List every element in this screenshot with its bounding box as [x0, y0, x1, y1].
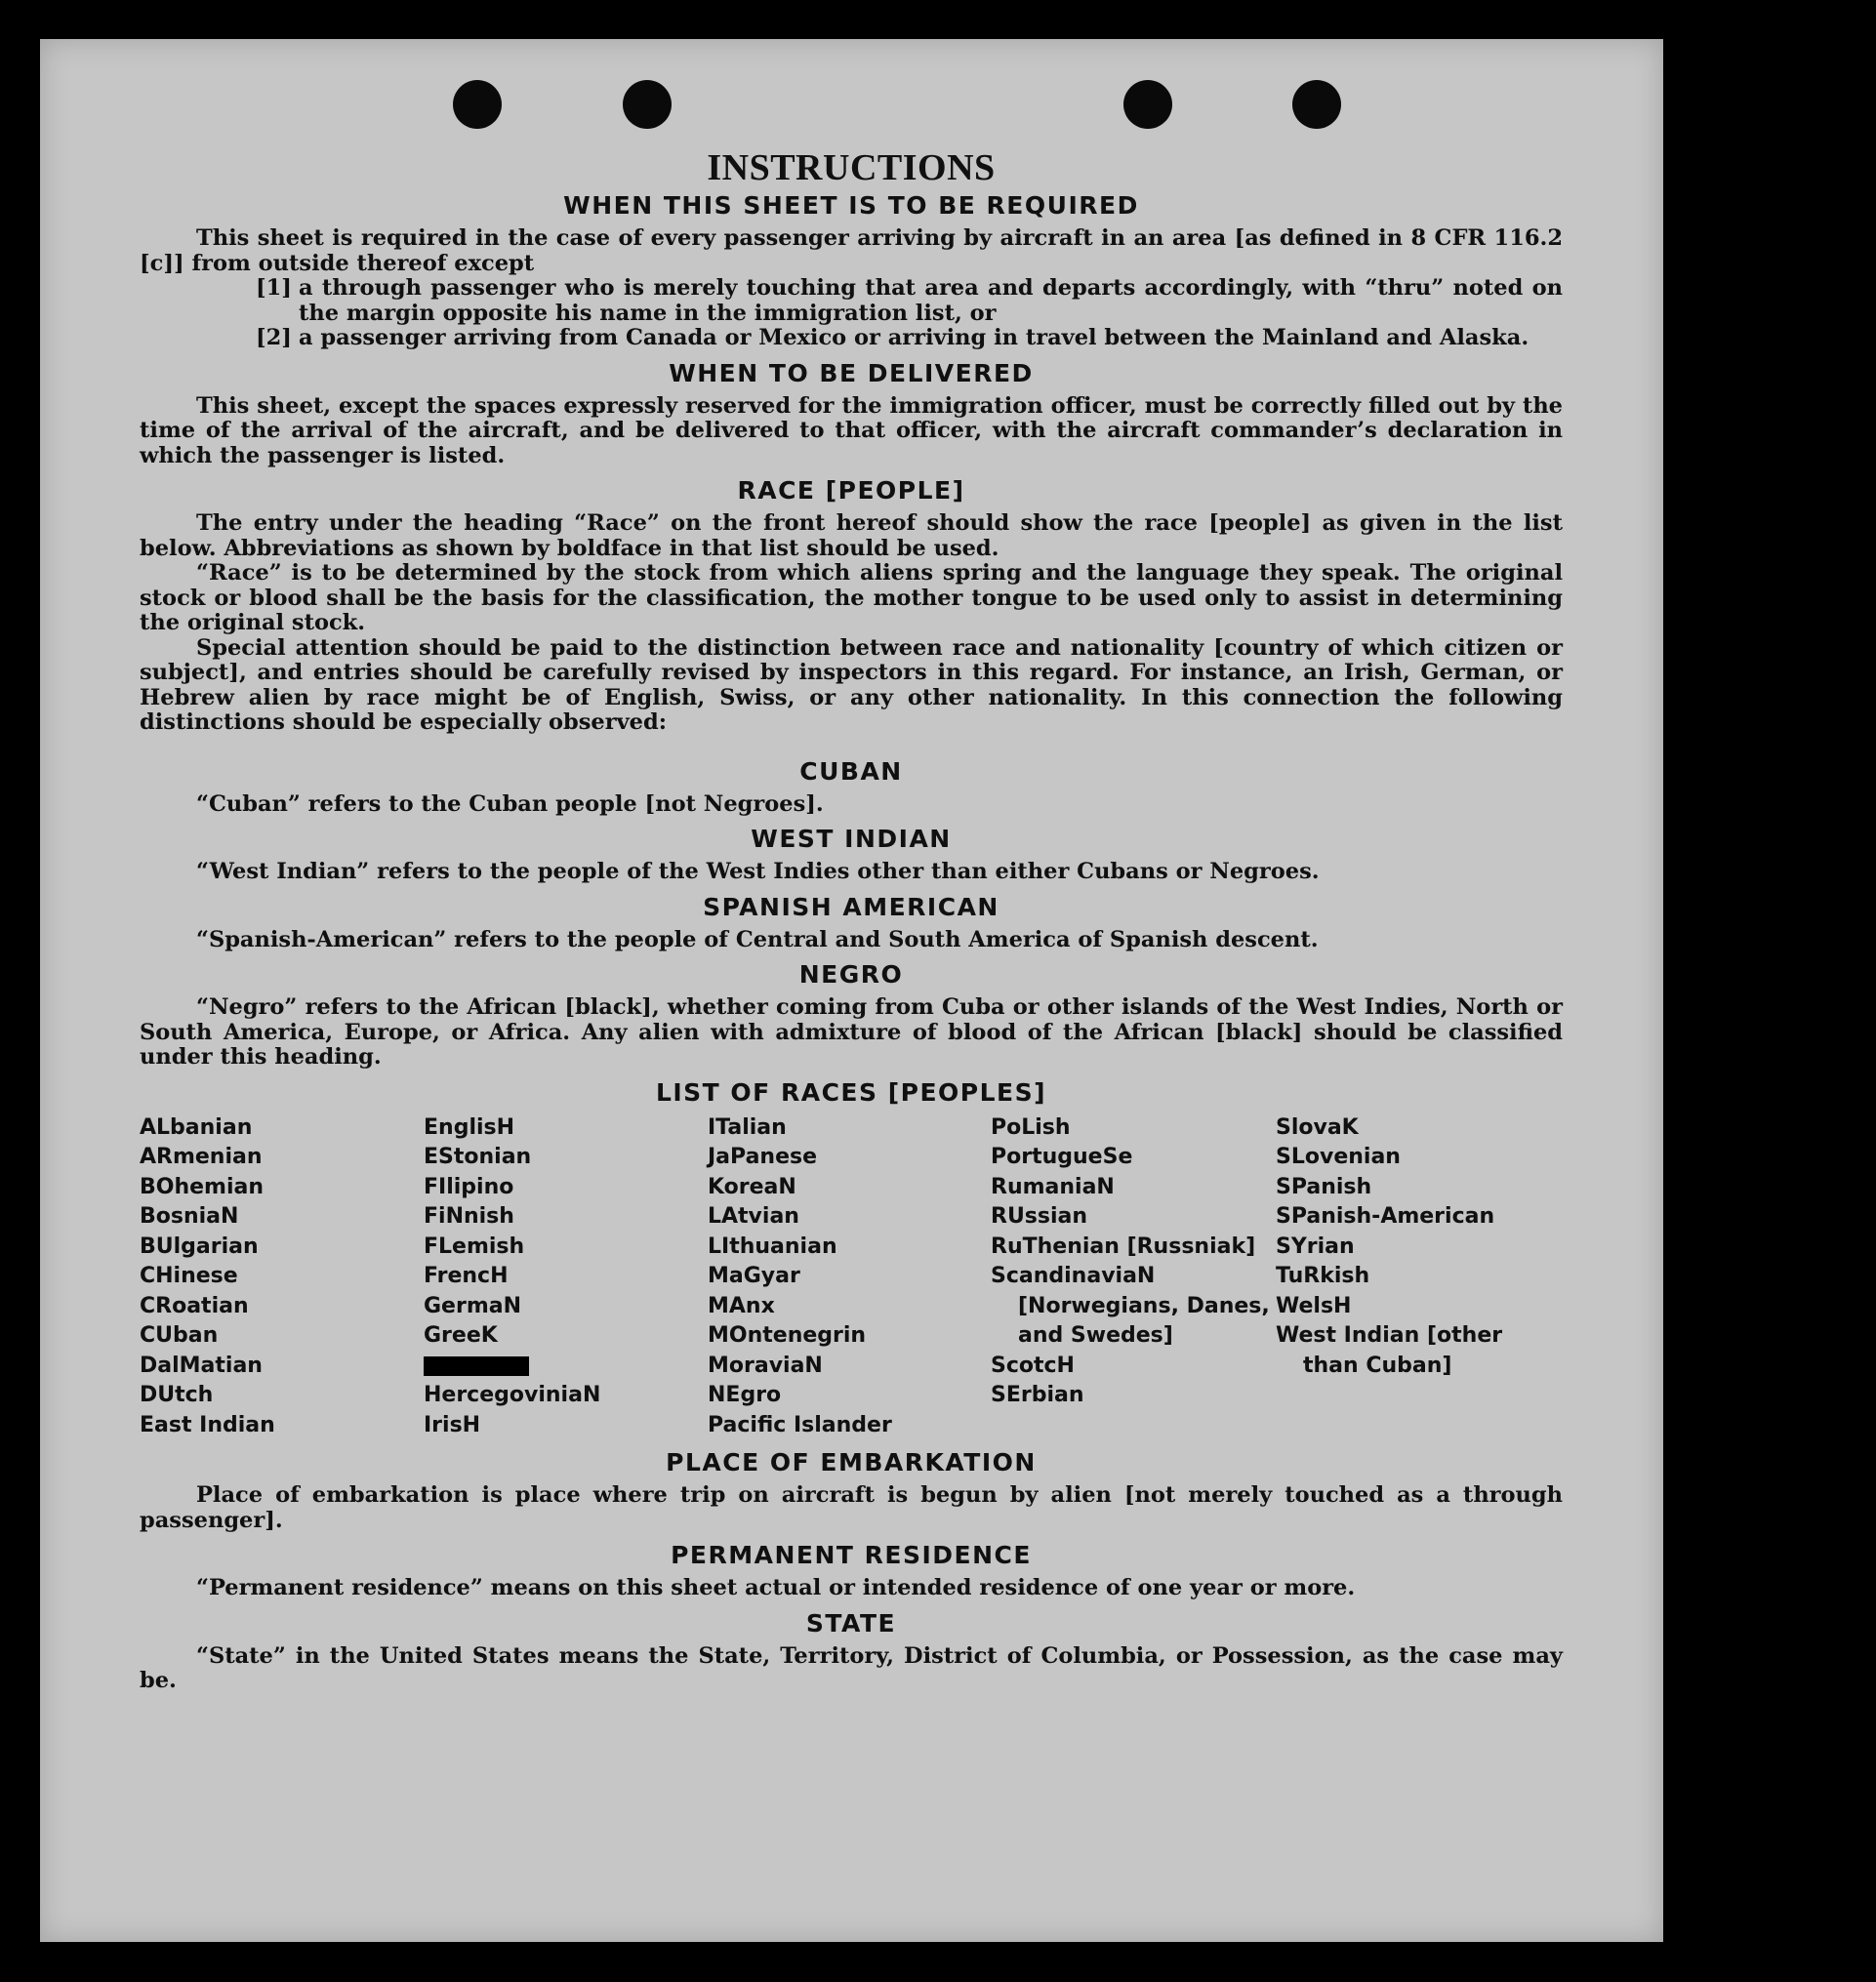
race-entry: ScotcH [991, 1353, 1075, 1378]
item-number: [2] [256, 325, 292, 350]
race-entry: SYrian [1276, 1234, 1355, 1259]
races-column [1276, 1113, 1563, 1441]
race-entry: EStonian [424, 1145, 532, 1169]
race-entry: HercegoviniaN [424, 1383, 601, 1407]
item-text: a passenger arriving from Canada or Mexico or arriving in travel between the Mainland and Alaska. [299, 325, 1529, 350]
race-entry: ScandinaviaN [Norwegians, Danes, and Swedes] [991, 1264, 1270, 1348]
section-heading-race: RACE [PEOPLE] [737, 476, 965, 505]
race-entry: JaPanese [708, 1145, 818, 1169]
race-entry: EnglisH [424, 1114, 515, 1140]
race-entry: GermaN [424, 1293, 522, 1318]
races-list [140, 1113, 1563, 1441]
race-entry: SPanish [1276, 1174, 1372, 1199]
redacted-entry [424, 1352, 708, 1382]
race-entry: CRoatian [140, 1293, 249, 1318]
race-entry: LIthuanian [708, 1234, 837, 1259]
races-column [424, 1113, 708, 1441]
race-entry: MaGyar [708, 1264, 800, 1288]
race-entry: DalMatian [140, 1353, 263, 1378]
race-entry: MOntenegrin [708, 1323, 867, 1348]
section-heading-delivered: WHEN TO BE DELIVERED [669, 358, 1034, 387]
residence-text: “Permanent residence” means on this sheet actual or intended residence of one year or more. [196, 1575, 1356, 1600]
races-column [991, 1113, 1276, 1441]
section-heading-west-indian: WEST INDIAN [751, 825, 952, 853]
race-entry: PortugueSe [991, 1145, 1133, 1169]
item-number: [1] [256, 275, 292, 301]
race-entry: RumaniaN [991, 1174, 1115, 1199]
embarkation-text: Place of embarkation is place where trip on aircraft is begun by alien [not merely touched as a through passenger]. [140, 1482, 1563, 1533]
race-paragraph: Special attention should be paid to the distinction between race and nationality [country of which citizen or subject], and entries should be carefully revised by inspectors in this regard. For instance, an Irish, German, or Hebrew alien by race might be of English, Swiss, or any other nationality. In this connection the following distinctions should be especially observed: [140, 634, 1563, 735]
race-entry: RuThenian [Russniak] [991, 1234, 1256, 1259]
race-entry: BUlgarian [140, 1234, 259, 1259]
section-heading-state: STATE [805, 1608, 897, 1638]
race-entry: ARmenian [140, 1145, 263, 1169]
race-entry: BosniaN [140, 1204, 239, 1229]
section-heading-spanish-american: SPANISH AMERICAN [703, 892, 999, 921]
list-item [140, 326, 1563, 351]
delivered-text: This sheet, except the spaces expressly reserved for the immigration officer, must be correctly filled out by the time of the arrival of the aircraft, and be delivered to that officer, with the aircraft commander’s declaration in which the passenger is listed. [140, 392, 1563, 468]
race-entry: GreeK [424, 1323, 498, 1348]
state-text: “State” in the United States means the State, Territory, District of Columbia, or Possession, as the case may be. [140, 1642, 1563, 1693]
race-entry: TuRkish [1276, 1264, 1370, 1288]
race-entry: BOhemian [140, 1174, 265, 1199]
west-indian-text: “West Indian” refers to the people of the West Indies other than either Cubans or Negroes. [196, 859, 1320, 884]
race-entry: WelsH [1276, 1293, 1352, 1318]
race-entry: Pacific Islander [708, 1412, 892, 1437]
race-entry: IrisH [424, 1412, 481, 1437]
page-title: INSTRUCTIONS [707, 147, 996, 188]
instructions-content [140, 146, 1563, 1694]
section-heading-required: WHEN THIS SHEET IS TO BE REQUIRED [563, 191, 1139, 220]
punch-hole [453, 80, 502, 129]
section-heading-embarkation: PLACE OF EMBARKATION [666, 1448, 1037, 1476]
punch-hole [623, 80, 672, 129]
spanish-american-text: “Spanish-American” refers to the people of Central and South America of Spanish descent. [196, 926, 1319, 952]
race-entry: MAnx [708, 1293, 775, 1318]
section-heading-cuban: CUBAN [799, 756, 903, 786]
document-sheet [40, 39, 1663, 1942]
race-entry: KoreaN [708, 1174, 796, 1199]
list-item [140, 276, 1563, 326]
punch-hole [1123, 80, 1172, 129]
race-entry: FIlipino [424, 1174, 514, 1199]
required-intro: This sheet is required in the case of every passenger arriving by aircraft in an area [as defined in 8 CFR 116.2 [c]] from outside thereof except [140, 225, 1563, 276]
section-heading-negro: NEGRO [798, 960, 904, 989]
race-entry: FiNnish [424, 1204, 514, 1229]
race-entry: ALbanian [140, 1114, 253, 1140]
race-entry: DUtch [140, 1383, 214, 1407]
race-entry: SErbian [991, 1383, 1084, 1407]
race-entry: PoLish [991, 1114, 1071, 1140]
race-paragraph: The entry under the heading “Race” on the front hereof should show the race [people] as given in the list below. Abbreviations as shown by boldface in that list should be used. [140, 510, 1563, 561]
race-entry: SPanish-American [1276, 1204, 1495, 1229]
race-entry: RUssian [991, 1204, 1088, 1229]
race-entry: ITalian [708, 1114, 787, 1140]
race-entry: CUban [140, 1323, 219, 1348]
race-entry: SlovaK [1276, 1114, 1359, 1140]
race-entry: SLovenian [1276, 1145, 1401, 1169]
race-entry: East Indian [140, 1412, 275, 1437]
race-entry: FLemish [424, 1234, 525, 1259]
section-heading-races-list: LIST OF RACES [PEOPLES] [655, 1077, 1047, 1107]
race-entry: NEgro [708, 1383, 782, 1407]
race-entry: CHinese [140, 1264, 238, 1288]
races-column [708, 1113, 991, 1441]
redaction-bar [424, 1356, 529, 1376]
punch-hole [1292, 80, 1341, 129]
race-entry: LAtvian [708, 1204, 799, 1229]
race-entry: FrencH [424, 1264, 509, 1288]
race-entry: West Indian [other than Cuban] [1276, 1323, 1503, 1378]
item-text: a through passenger who is merely touching that area and departs accordingly, with “thru” noted on the margin opposite his name in the immigration list, or [299, 275, 1563, 326]
race-entry: MoraviaN [708, 1353, 823, 1378]
section-heading-residence: PERMANENT RESIDENCE [671, 1541, 1032, 1569]
cuban-text: “Cuban” refers to the Cuban people [not Negroes]. [196, 790, 824, 817]
negro-text: “Negro” refers to the African [black], whether coming from Cuba or other islands of the West Indies, North or South America, Europe, or Africa. Any alien with admixture of blood of the African [black] should be classified under this heading. [140, 994, 1563, 1070]
races-column [140, 1113, 424, 1441]
race-paragraph: “Race” is to be determined by the stock from which aliens spring and the language they speak. The original stock or blood shall be the basis for the classification, the mother tongue to be used only to assist in determining the original stock. [140, 560, 1563, 635]
